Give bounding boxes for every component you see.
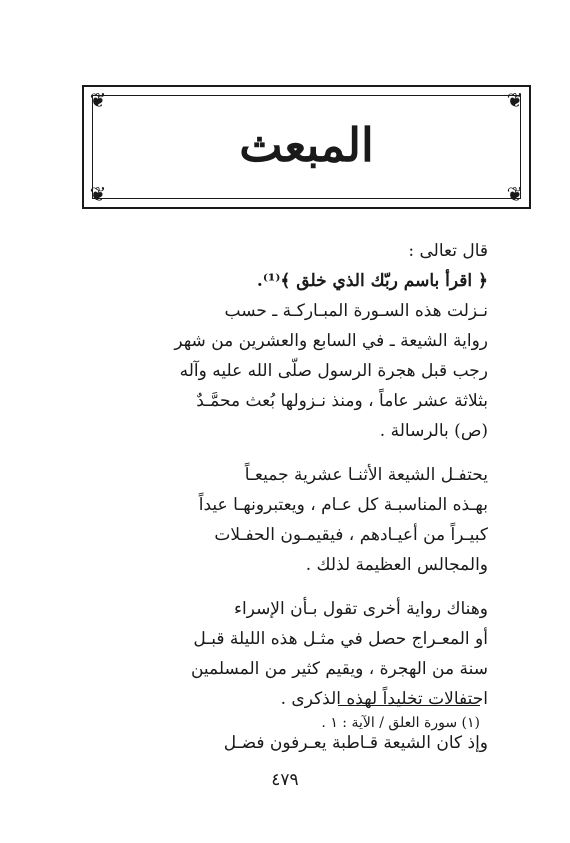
text-line: احتفالات تخليداً لهذه الذكرى . [280, 689, 488, 709]
text-line: رجب قبل هجرة الرسول صلّى الله عليه وآله [179, 361, 488, 381]
text-line: بثلاثة عشر عاماً ، ومنذ نـزولها بُعث محمَّـدٌ [196, 391, 488, 411]
footnote: (١) سورة العلق / الآية : ١ . [321, 715, 480, 731]
text-line: بهـذه المناسبـة كل عـام ، ويعتبرونهـا عيداً [198, 495, 488, 515]
text-line: أو المعـراج حصل في مثـل هذه الليلة قبـل [193, 629, 488, 649]
corner-ornament-icon: ❦ [506, 182, 524, 206]
text-line: وهناك رواية أخرى تقول بـأن الإسراء [233, 599, 488, 619]
corner-ornament-icon: ❦ [89, 182, 107, 206]
corner-ornament-icon: ❦ [89, 88, 107, 112]
paragraph [108, 594, 488, 714]
text-line: وإذ كان الشيعة قـاطبة يعـرفون فضـل [223, 733, 488, 753]
corner-ornament-icon: ❦ [506, 88, 524, 112]
footnote-divider [338, 705, 480, 706]
text-line: يحتفـل الشيعة الأثنـا عشرية جميعـاً [244, 465, 488, 485]
main-text [108, 236, 488, 772]
text-line: نـزلت هذه السـورة المبـاركـة ـ حسب [224, 301, 488, 321]
text-line: سنة من الهجرة ، ويقيم كثير من المسلمين [190, 659, 488, 679]
page-title: المبعث [239, 118, 374, 172]
quran-quote: ﴿ اقرأ باسم ربّك الذي خلق ﴾⁽¹⁾. [256, 271, 488, 291]
text-line: رواية الشيعة ـ في السابع والعشرين من شهر [174, 331, 488, 351]
text-line: كبيـراً من أعيـادهم ، فيقيمـون الحفـلات [214, 525, 488, 545]
text-line: (ص) بالرسالة . [379, 421, 488, 441]
paragraph [108, 296, 488, 446]
intro-line: قال تعالى : [408, 241, 488, 261]
paragraph [108, 460, 488, 580]
page-number: ٤٧٩ [271, 770, 299, 790]
text-line: والمجالس العظيمة لذلك . [305, 555, 488, 575]
